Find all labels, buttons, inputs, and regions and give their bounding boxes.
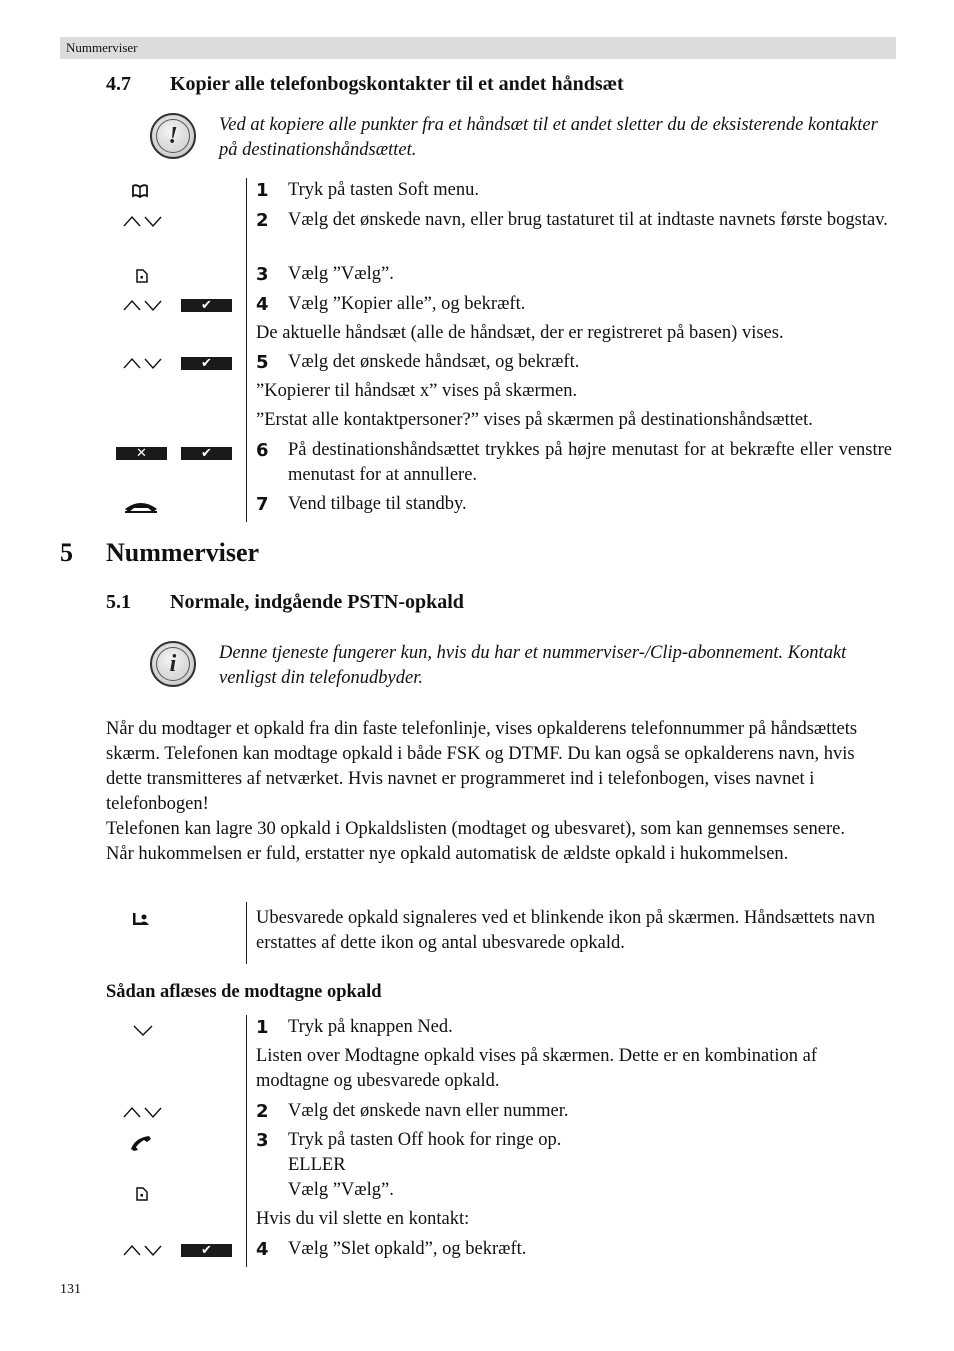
body-paragraph <box>106 717 866 867</box>
section-heading-4-7 <box>106 73 624 96</box>
step-number: 1 <box>256 1017 269 1038</box>
step-text: Tryk på tasten Off hook for ringe op. <box>288 1130 562 1150</box>
step-text: Tryk på tasten Soft menu. <box>288 180 479 200</box>
section-title: Kopier alle telefonbogskontakter til et andet håndsæt <box>170 73 624 95</box>
chapter-heading-5 <box>60 538 259 568</box>
step-text: Vælg det ønskede håndsæt, og bekræft. <box>288 352 580 372</box>
step-number: 2 <box>256 1101 269 1122</box>
step-text: Vælg det ønskede navn, eller brug tastaturet til at indtaste navnets første bogstav. <box>288 210 888 230</box>
end-call-icon <box>123 500 159 514</box>
steps-table-read-calls <box>106 1015 896 1267</box>
down-arrow-icon <box>133 1023 153 1037</box>
step-number: 2 <box>256 210 269 231</box>
running-header-title: Nummerviser <box>66 40 138 55</box>
info-note-text: Denne tjeneste fungerer kun, hvis du har et nummerviser-/Clip-abonnement. Kontakt venligst din telefonudbyder. <box>219 643 847 688</box>
select-softkey-icon <box>135 1187 149 1201</box>
confirm-key-icon: ✔ <box>181 299 232 312</box>
missed-call-text: Ubesvarede opkald signaleres ved et blinkende ikon på skærmen. Håndsættets navn erstattes af dette ikon og antal ubesvarede opkald. <box>256 908 876 953</box>
step-text: På destinationshåndsættet trykkes på højre menutast for at bekræfte eller venstre menutast for at annullere. <box>288 440 892 485</box>
phonebook-icon <box>132 184 148 198</box>
section-number: 4.7 <box>106 73 131 95</box>
column-divider <box>246 1015 247 1267</box>
confirm-key-icon: ✔ <box>181 357 232 370</box>
step-note-text: Hvis du vil slette en kontakt: <box>256 1209 470 1229</box>
step-text: Vælg det ønskede navn eller nummer. <box>288 1101 569 1121</box>
running-header <box>60 37 896 59</box>
paragraph-text: Når du modtager et opkald fra din faste telefonlinje, vises opkalderens telefonnummer på håndsættets skærm. Telefonen kan modtage opkald i både FSK og DTMF. Du kan også se opkalderens navn, hvis dette transmitteres af netværket. Hvis navnet er programmeret ind i telefonbogen, vises navnet i telefonbogen! <box>106 719 858 814</box>
step-number: 4 <box>256 294 269 315</box>
step-note-text: ”Erstat alle kontaktpersoner?” vises på skærmen på destinationshåndsættet. <box>256 410 813 430</box>
step-text: Vælg ”Kopier alle”, og bekræft. <box>288 294 526 314</box>
step-note-text: Listen over Modtagne opkald vises på skærmen. Dette er en kombination af modtagne og ubesvarede opkald. <box>256 1046 818 1091</box>
step-text: Tryk på knappen Ned. <box>288 1017 453 1037</box>
step-number: 4 <box>256 1239 269 1260</box>
step-number: 6 <box>256 440 269 461</box>
chapter-number: 5 <box>60 538 73 567</box>
up-down-arrows-icon <box>123 356 163 370</box>
step-number: 3 <box>256 1130 269 1151</box>
warning-note <box>150 113 896 165</box>
missed-call-table <box>106 902 896 964</box>
select-softkey-icon <box>135 269 149 283</box>
step-number: 7 <box>256 494 269 515</box>
step-text: Vælg ”Vælg”. <box>288 264 394 284</box>
missed-call-icon <box>132 912 150 926</box>
confirm-key-icon: ✔ <box>181 447 232 460</box>
step-text-alt: Vælg ”Vælg”. <box>288 1180 394 1200</box>
section-heading-5-1 <box>106 591 464 614</box>
step-text: Vælg ”Slet opkald”, og bekræft. <box>288 1239 527 1259</box>
column-divider <box>246 178 247 522</box>
chapter-title: Nummerviser <box>106 538 260 567</box>
confirm-key-icon: ✔ <box>181 1244 232 1257</box>
off-hook-icon <box>129 1134 153 1152</box>
section-title: Normale, indgående PSTN-opkald <box>170 591 464 613</box>
info-icon: i <box>150 641 196 687</box>
up-down-arrows-icon <box>123 214 163 228</box>
cancel-key-icon: ✕ <box>116 447 167 460</box>
paragraph-text: Telefonen kan lagre 30 opkald i Opkaldslisten (modtaget og ubesvaret), som kan gennemses senere. Når hukommelsen er fuld, erstatter nye opkald automatisk de ældste opkald i hukommelsen. <box>106 819 845 864</box>
step-number: 5 <box>256 352 269 373</box>
page-number: 131 <box>60 1282 81 1297</box>
section-number: 5.1 <box>106 591 131 613</box>
steps-table-copy-contacts <box>106 178 896 522</box>
exclamation-icon: ! <box>150 113 196 159</box>
step-number: 3 <box>256 264 269 285</box>
step-text-or: ELLER <box>288 1155 346 1175</box>
step-text: Vend tilbage til standby. <box>288 494 467 514</box>
up-down-arrows-icon <box>123 1105 163 1119</box>
warning-note-text: Ved at kopiere alle punkter fra et håndsæt til et andet sletter du de eksisterende kontakter på destinationshåndsættet. <box>219 115 878 160</box>
up-down-arrows-icon <box>123 298 163 312</box>
step-number: 1 <box>256 180 269 201</box>
up-down-arrows-icon <box>123 1243 163 1257</box>
step-note-text: ”Kopierer til håndsæt x” vises på skærmen. <box>256 381 578 401</box>
step-note-text: De aktuelle håndsæt (alle de håndsæt, der er registreret på basen) vises. <box>256 323 784 343</box>
info-note <box>150 641 896 693</box>
subheading-read-calls: Sådan aflæses de modtagne opkald <box>106 982 382 1002</box>
column-divider <box>246 902 247 964</box>
